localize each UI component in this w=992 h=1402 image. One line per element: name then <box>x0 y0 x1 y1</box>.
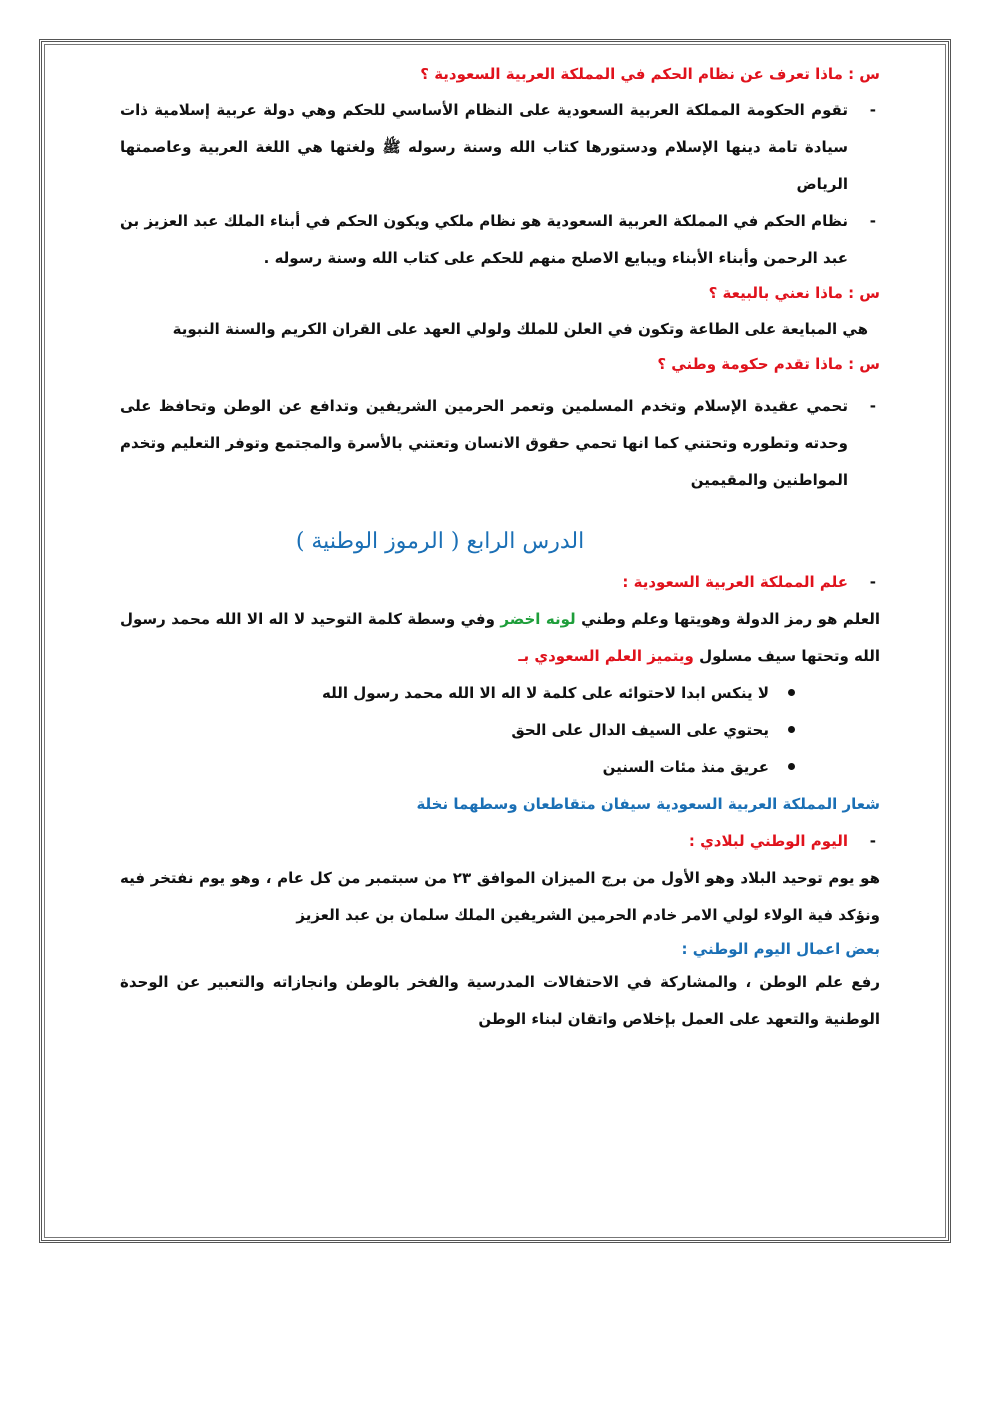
dash-marker: - <box>869 832 876 850</box>
list-item: لا ينكس ابدا لاحتوائه على كلمة لا اله الا الله محمد رسول الله <box>120 675 795 712</box>
list-item: عريق منذ مئات السنين <box>120 749 795 786</box>
list-item: يحتوي على السيف الدال على الحق <box>120 712 795 749</box>
dash-marker: - <box>869 212 876 230</box>
dash-marker: - <box>869 573 876 591</box>
question-government-services: س : ماذا تقدم حكومة وطني ؟ <box>657 355 880 373</box>
dash-marker: - <box>869 101 876 119</box>
lesson-title: الدرس الرابع ( الرموز الوطنية ) <box>295 529 585 554</box>
governance-point-2: - نظام الحكم في المملكة العربية السعودية هو نظام ملكي ويكون الحكم في أبناء الملك عبد العزيز بن عبد الرحمن وأبناء الأبناء ويبايع الاصلح منهم للحكم على كتاب الله وسنة رسوله . <box>120 203 880 277</box>
dash-marker: - <box>869 397 876 415</box>
bullet-dot <box>788 763 795 770</box>
activities-heading: بعض اعمال اليوم الوطني : <box>681 940 880 958</box>
question-governance: س : ماذا تعرف عن نظام الحكم في المملكة العربية السعودية ؟ <box>420 65 880 83</box>
bullet-dot <box>788 689 795 696</box>
flag-features-list <box>120 675 880 786</box>
worksheet-content <box>120 62 880 1038</box>
emblem-statement: شعار المملكة العربية السعودية سيفان متقاطعان وسطهما نخلة <box>416 795 880 813</box>
national-day-heading: - اليوم الوطني لبلادي : <box>120 823 880 860</box>
governance-point-1: - تقوم الحكومة المملكة العربية السعودية على النظام الأساسي للحكم وهي دولة عربية إسلامية ذات سيادة تامة دينها الإسلام ودستورها كتاب الله وسنة رسوله ﷺ ولغتها هي اللغة العربية وعاصمتها الرياض <box>120 92 880 203</box>
activities-description: رفع علم الوطن ، والمشاركة في الاحتفالات المدرسية والفخر بالوطن وانجازاته والتعبير عن الوحدة الوطنية والتعهد على العمل بإخلاص واتقان لبناء الوطن <box>120 973 880 1028</box>
bullet-dot <box>788 726 795 733</box>
national-day-description: هو يوم توحيد البلاد وهو الأول من برج الميزان الموافق ٢٣ من سبتمبر من كل عام ، وهو يوم نفتخر فيه ونؤكد فية الولاء لولي الامر خادم الحرمين الشريفين الملك سلمان بن عبد العزيز <box>120 869 880 924</box>
flag-description: العلم هو رمز الدولة وهويتها وعلم وطني لونه اخضر وفي وسطة كلمة التوحيد لا اله الا الله محمد رسول الله وتحتها سيف مسلول ويتميز العلم السعودي بـ <box>120 610 881 665</box>
question-allegiance: س : ماذا نعني بالبيعة ؟ <box>708 284 880 302</box>
flag-heading: - علم المملكة العربية السعودية : <box>120 564 880 601</box>
answer-allegiance: هي المبايعة على الطاعة وتكون في العلن للملك ولولي العهد على القران الكريم والسنة النبوية <box>172 320 868 338</box>
government-services-point: - تحمي عقيدة الإسلام وتخدم المسلمين وتعمر الحرمين الشريفين وتدافع عن الوطن وتحافظ على وحدته وتطوره وتحتني كما انها تحمي حقوق الانسان وتعتني بالأسرة والمجتمع وتوفر التعليم وتخدم المواطنين والمقيمين <box>120 388 880 499</box>
